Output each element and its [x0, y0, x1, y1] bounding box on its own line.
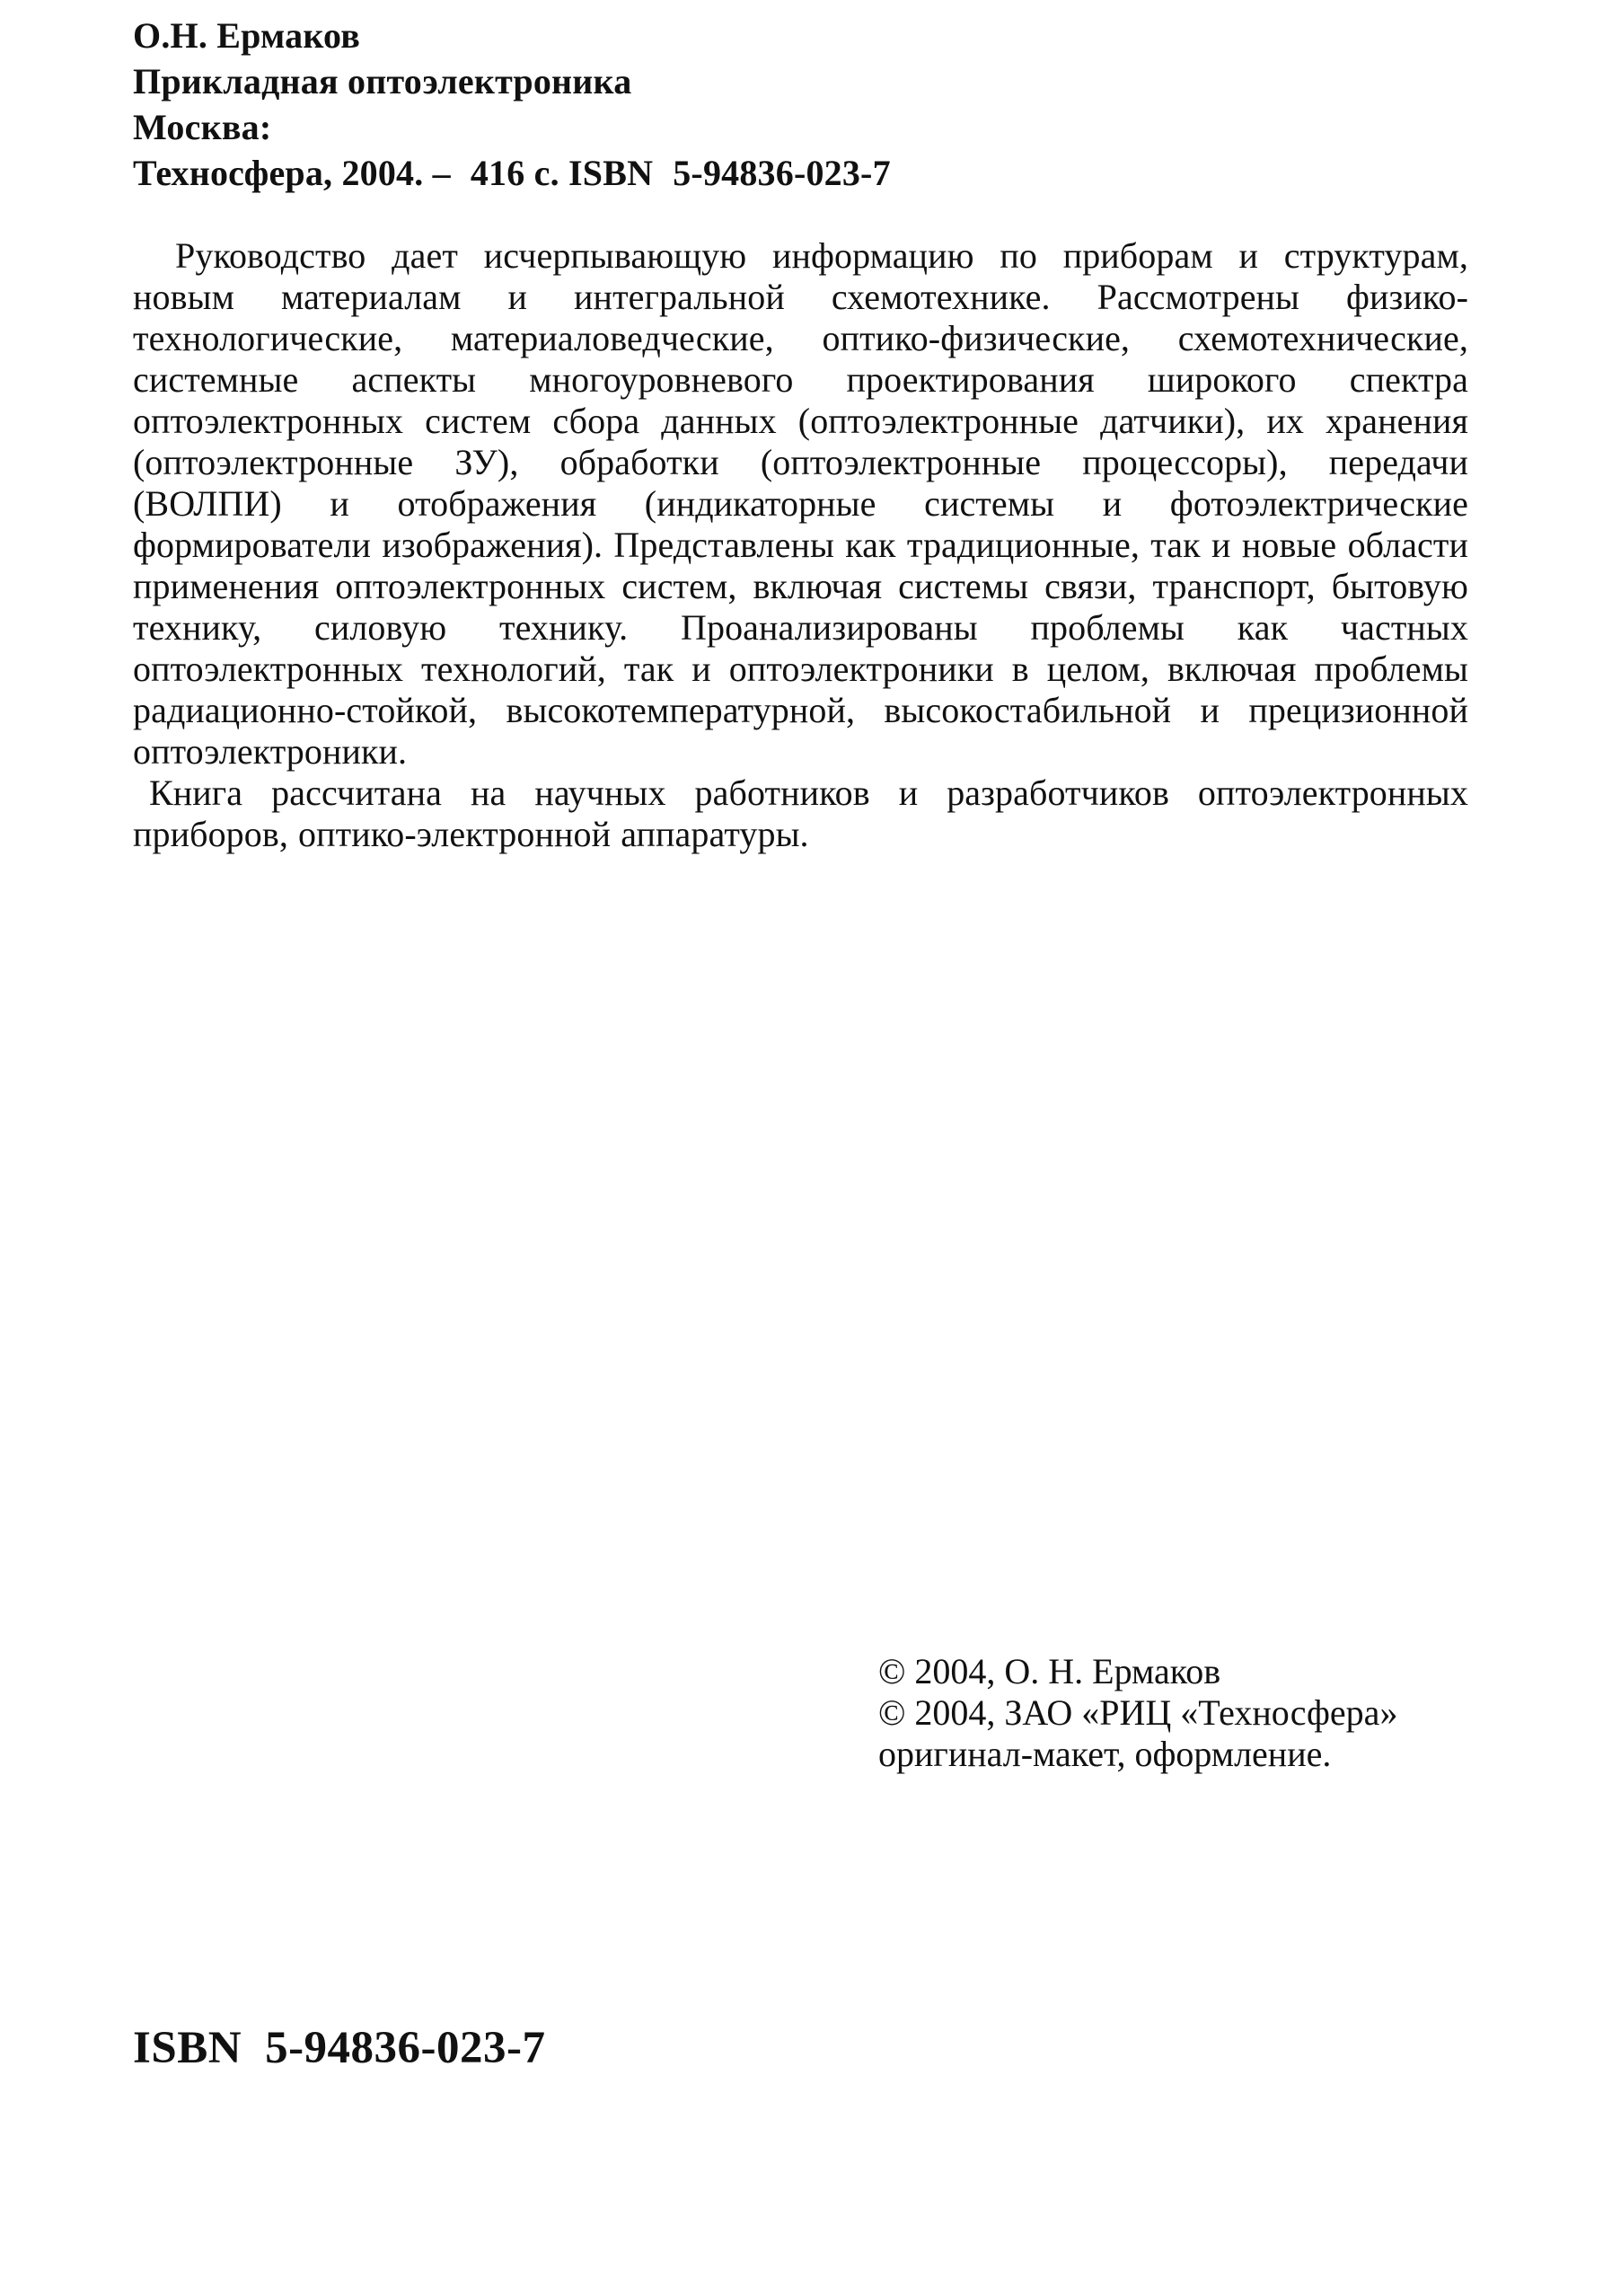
footer-isbn-number: 5-94836-023-7	[265, 2023, 546, 2073]
publication-details	[133, 150, 1480, 196]
annotation-paragraph: Руководство дает исчерпывающую информацию по приборам и структурам, новым материалам и интегральной схемотехнике. Рассмотрены физико-технологические, материаловедческие, оптико-физические, схемотехнические, системные аспекты многоуровневого проектирования широкого спектра оптоэлектронных систем сбора данных (оптоэлектронные датчики), их хранения (оптоэлектронные ЗУ), обработки (оптоэлектронные процессоры), передачи (ВОЛПИ) и отображения (индикаторные системы и фотоэлектрические формирователи изображения). Представлены как традиционные, так и новые области применения оптоэлектронных систем, включая системы связи, транспорт, бытовую технику, силовую технику. Проанализированы проблемы как частных оптоэлектронных технологий, так и оптоэлектроники в целом, включая проблемы радиационно-стойкой, высокотемпературной, высокостабильной и прецизионной оптоэлектроники.	[133, 235, 1468, 772]
book-title: Прикладная оптоэлектроника	[133, 61, 632, 102]
annotation-block	[133, 235, 1468, 855]
bibliographic-header	[133, 13, 1480, 196]
audience-paragraph: Книга рассчитана на научных работников и разработчиков оптоэлектронных приборов, оптико-электронной аппаратуры.	[133, 773, 1468, 854]
publisher-year: Техносфера, 2004. –	[133, 153, 451, 193]
footer-isbn-label: ISBN	[133, 2023, 242, 2073]
footer-isbn	[133, 2021, 546, 2075]
author-name: О.Н. Ермаков	[133, 15, 361, 56]
publication-city: Москва:	[133, 107, 272, 147]
isbn-label: ISBN	[568, 153, 654, 193]
isbn-number: 5-94836-023-7	[673, 153, 891, 193]
page-count: 416 с.	[470, 153, 559, 193]
copyright-layout: оригинал-макет, оформление.	[878, 1734, 1332, 1774]
copyright-block	[878, 1651, 1525, 1775]
copyright-publisher: © 2004, ЗАО «РИЦ «Техносфера»	[878, 1692, 1398, 1733]
copyright-author: © 2004, О. Н. Ермаков	[878, 1651, 1221, 1691]
